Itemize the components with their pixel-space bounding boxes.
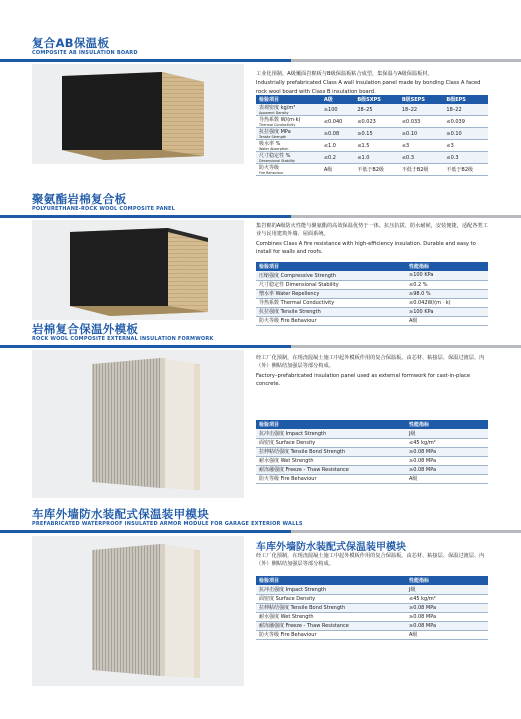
row-label: 吸水率 % [259, 141, 281, 147]
table-row [256, 152, 488, 164]
table-row [256, 271, 488, 280]
table-row [256, 438, 488, 447]
section-1-description [256, 70, 488, 97]
section-3-desc-en: Factory–prefabricated insulation panel used as external formwork for cast-in-place concrete. [256, 372, 471, 388]
row-label-en: Dimensional Stability [259, 159, 295, 163]
cell: ≤0.042W/(m · k) [406, 298, 488, 307]
cell: A级 [406, 474, 488, 483]
cell: ≤1.5 [354, 140, 399, 152]
section-4-title: 车库外墙防水装配式保温装甲模块 [32, 507, 209, 521]
cell: ≥0.08 MPa [406, 447, 488, 456]
header-cell: 性能指标 [406, 576, 488, 585]
header-cell: B级SXPS [354, 95, 399, 104]
section-1-subtitle: COMPOSITE AB INSULATION BOARD [32, 50, 138, 56]
row-label-en: Thermal Conductivity [259, 123, 296, 127]
section-1-product-image [32, 64, 244, 164]
table-row [256, 289, 488, 298]
row-label: 尺寸稳定性 % [259, 153, 291, 159]
header-cell: 检验项目 [256, 95, 321, 104]
table-row [256, 307, 488, 316]
row-label: 耐冻融强度 [259, 467, 285, 473]
section-2-divider [0, 215, 521, 218]
row-label: 耐水强度 [259, 614, 280, 620]
table-header-row [256, 420, 488, 429]
row-label-en: Tensile Bond Strength [290, 605, 346, 611]
table-row [256, 603, 488, 612]
section-3-spec-table [256, 420, 488, 484]
header-cell: B级EPS [443, 95, 488, 104]
section-4-description [256, 552, 488, 570]
table-row [256, 585, 488, 594]
cell: ≤0.3 [399, 152, 444, 164]
cell: ≤0.039 [443, 116, 488, 128]
table-row [256, 594, 488, 603]
row-label-en: Fire Behaviour [280, 318, 317, 324]
cell: 不低于B2级 [443, 164, 488, 176]
section-1-divider [0, 59, 521, 62]
header-cell: 检验项目 [256, 420, 406, 429]
table-row [256, 447, 488, 456]
row-label-en: Freeze - Thaw Resistance [285, 623, 349, 629]
cell: 不低于B2级 [399, 164, 444, 176]
row-label: 耐冻融强度 [259, 623, 285, 629]
row-label: 防火等级 [259, 632, 280, 638]
cell: ≤3 [443, 140, 488, 152]
row-label: 防火等级 [259, 318, 280, 324]
section-1-desc-en: Industrially prefabricated Class A wall insulation panel made by bonding Class A faced rock wool board with Class B insulation board. [256, 80, 481, 95]
table-row [256, 116, 488, 128]
cell: ≥0.08 [321, 128, 354, 140]
header-cell: 检验项目 [256, 576, 406, 585]
cell: ≤1.0 [321, 140, 354, 152]
row-label-en: Water Absorption [259, 147, 289, 151]
row-label-en: Impact Strength [285, 586, 327, 593]
cell: ≥0.08 MPa [406, 621, 488, 630]
table-row [256, 280, 488, 289]
cell: ≥0.08 MPa [406, 603, 488, 612]
section-4-product-image [32, 536, 244, 686]
row-label-en: Fire Behaviour [280, 632, 317, 638]
row-label: 拉伸粘结强度 [259, 449, 290, 455]
section-4-subtitle: PREFABRICATED WATERPROOF INSULATED ARMOR MODULE FOR GARAGE EXTERIOR WALLS [32, 521, 303, 527]
row-label: 尺寸稳定性 [259, 282, 285, 288]
section-2-product-image [32, 220, 244, 320]
cell: ≥0.08 MPa [406, 456, 488, 465]
table-row [256, 429, 488, 438]
cell: ≤0.040 [321, 116, 354, 128]
table-row [256, 128, 488, 140]
cell: A级 [321, 164, 354, 176]
section-3-divider [0, 345, 521, 348]
section-4-desc-cn: 经工厂化预制，在现浇混凝土施工中起外模板作用的复合保温板。由芯材、粘接层、保温过渡层、内（外）侧粘结加强层等部分构成。 [256, 553, 485, 568]
row-label: 耐水强度 [259, 458, 280, 464]
row-label-en: Tensile Bond Strength [290, 449, 346, 455]
row-label: 导热系数 W/(m·k) [259, 117, 301, 123]
table-header-row [256, 262, 488, 271]
row-label-en: Tensile Strength [280, 309, 321, 315]
cell: ≥0.10 [399, 128, 444, 140]
row-label: 导热系数 [259, 300, 280, 306]
cell: ≥0.08 MPa [406, 612, 488, 621]
cell: ≤45 kg/m² [406, 438, 488, 447]
cell: ≤45 kg/m² [406, 594, 488, 603]
row-label-en: Compressive Strength [280, 272, 337, 279]
cell: ≤0.3 [443, 152, 488, 164]
row-label-en: Surface Density [275, 440, 316, 446]
row-label: 面密度 [259, 440, 275, 446]
table-row [256, 316, 488, 325]
cell: ≥0.08 MPa [406, 465, 488, 474]
cell: A级 [406, 630, 488, 639]
table-header-row [256, 95, 488, 104]
header-cell: B级SEPS [399, 95, 444, 104]
table-row [256, 621, 488, 630]
cell: ≥0.15 [354, 128, 399, 140]
section-2-header [32, 192, 175, 213]
cell: ≤3 [399, 140, 444, 152]
row-label: 抗冲击强度 [259, 430, 285, 437]
section-4-spec-table [256, 576, 488, 640]
row-label-en: Surface Density [275, 596, 316, 602]
row-label: 表观密度 kg/m³ [259, 105, 296, 111]
row-label: 压缩强度 [259, 272, 280, 279]
section-2-desc-en: Combines Class A fire resistance with high-efficiency insulation. Durable and easy to install for walls and roofs. [256, 240, 476, 256]
row-label: 抗拉强度 [259, 309, 280, 315]
table-row [256, 612, 488, 621]
section-3-title: 岩棉复合保温外模板 [32, 322, 139, 336]
section-2-spec-table [256, 262, 488, 326]
row-label-en: Tensile Strength [259, 135, 287, 139]
cell: 18–22 [399, 104, 444, 116]
section-1-title: 复合AB保温板 [32, 36, 110, 50]
section-4-panel-title: 车库外墙防水装配式保温装甲模块 [256, 542, 406, 553]
table-header-row [256, 576, 488, 585]
row-label-en: Impact Strength [285, 430, 327, 437]
cell: ≤0.2 % [406, 280, 488, 289]
row-label: 抗拉强度 MPa [259, 129, 291, 135]
row-label-en: Dimensional Stability [285, 282, 339, 288]
section-3-header [32, 322, 214, 343]
section-3-desc-cn: 经工厂化预制，在现浇混凝土施工中起外模板作用的复合保温板。由芯材、粘接层、保温过渡层、内（外）侧粘结加强层等部分构成。 [256, 355, 485, 370]
cell: ≥100 [321, 104, 354, 116]
row-label-en: Fire Behaviour [280, 476, 317, 482]
section-4-divider [0, 530, 521, 533]
cell: J级 [406, 585, 488, 594]
table-row [256, 298, 488, 307]
section-1-spec-table [256, 95, 488, 176]
row-label: 面密度 [259, 596, 275, 602]
row-label-en: Freeze - Thaw Resistance [285, 467, 349, 473]
section-2-subtitle: POLYURETHANE-ROCK WOOL COMPOSITE PANEL [32, 206, 176, 212]
section-3-subtitle: ROCK WOOL COMPOSITE EXTERNAL INSULATION FORMWORK [32, 336, 214, 342]
cell: ≤1.0 [354, 152, 399, 164]
cell: ≥0.10 [443, 128, 488, 140]
header-cell: 性能指标 [406, 420, 488, 429]
section-3-product-image [32, 350, 244, 498]
table-row [256, 474, 488, 483]
header-cell: 性能指标 [406, 262, 488, 271]
section-4-header [32, 507, 303, 528]
cell: ≤0.023 [354, 116, 399, 128]
section-2-description [256, 222, 488, 258]
row-label: 防火等级 [259, 165, 280, 171]
row-label-en: Fire Behaviour [259, 171, 284, 175]
section-1-header [32, 36, 138, 57]
cell: ≥98.0 % [406, 289, 488, 298]
cell: 18–22 [443, 104, 488, 116]
cell: A级 [406, 316, 488, 325]
section-1-desc-cn: 工业化预制，A级覆面岩棉板与B级保温板粘合成型，集保温与A级保温板材。 [256, 71, 433, 77]
table-row [256, 630, 488, 639]
cell: ≤0.033 [399, 116, 444, 128]
row-label: 抗冲击强度 [259, 586, 285, 593]
row-label: 防火等级 [259, 476, 280, 482]
table-row [256, 164, 488, 176]
cell: ≥100 KPa [406, 271, 488, 280]
section-2-desc-cn: 集岩棉的A级防火性能与聚氨酯的高效保温优势于一体。抗压抗拔、防水耐候，安装便捷，适配各类工业与民用建筑外墙、屋面系统。 [256, 223, 488, 238]
section-2-title: 聚氨酯岩棉复合板 [32, 192, 127, 206]
row-label: 拉伸粘结强度 [259, 605, 290, 611]
row-label-en: Wet Strength [280, 614, 314, 620]
table-row [256, 456, 488, 465]
table-row [256, 465, 488, 474]
row-label-en: Wet Strength [280, 458, 314, 464]
row-label-en: Thermal Conductivity [280, 300, 335, 306]
header-cell: 检验项目 [256, 262, 406, 271]
table-row [256, 140, 488, 152]
cell: ≤0.2 [321, 152, 354, 164]
cell: J级 [406, 429, 488, 438]
row-label: 憎水率 [259, 291, 275, 297]
section-3-description [256, 354, 488, 390]
row-label-en: Water Repellency [275, 291, 320, 297]
cell: ≥100 KPa [406, 307, 488, 316]
cell: 不低于B2级 [354, 164, 399, 176]
header-cell: A级 [321, 95, 354, 104]
row-label-en: Apparent Density [259, 111, 289, 115]
cell: 28–25 [354, 104, 399, 116]
table-row [256, 104, 488, 116]
